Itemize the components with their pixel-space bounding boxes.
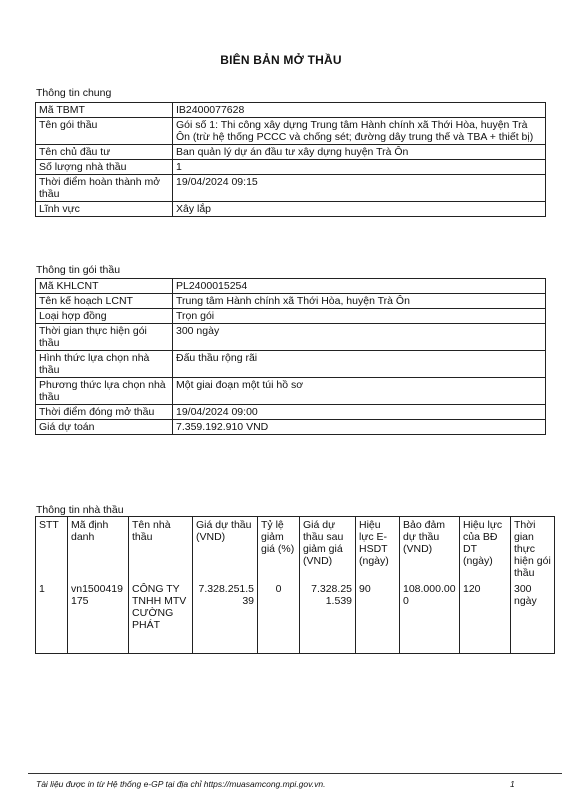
cell-discount: 0 xyxy=(258,581,300,653)
row-label: Thời gian thực hiện gói thầu xyxy=(36,324,173,351)
cell-guarantee: 108.000.000 xyxy=(400,581,460,653)
row-value: 300 ngày xyxy=(173,324,546,351)
row-value: Xây lắp xyxy=(173,202,546,217)
row-label: Lĩnh vực xyxy=(36,202,173,217)
col-header-bid-after: Giá dự thầu sau giảm giá (VND) xyxy=(300,517,356,582)
cell-stt: 1 xyxy=(36,581,68,653)
row-value: 7.359.192.910 VND xyxy=(173,420,546,435)
col-header-duration: Thời gian thực hiện gói thầu xyxy=(511,517,555,582)
row-value: 19/04/2024 09:15 xyxy=(173,175,546,202)
row-label: Thời điểm hoàn thành mở thầu xyxy=(36,175,173,202)
col-header-guarantee: Bảo đảm dự thầu (VND) xyxy=(400,517,460,582)
table-row xyxy=(36,118,546,145)
row-label: Tên kế hoạch LCNT xyxy=(36,294,173,309)
contractor-info-heading: Thông tin nhà thầu xyxy=(36,504,124,516)
col-header-guarantee-validity: Hiệu lực của BĐ DT (ngày) xyxy=(460,517,511,582)
table-row xyxy=(36,351,546,378)
cell-name: CÔNG TY TNHH MTV CƯỜNG PHÁT xyxy=(129,581,193,653)
table-row xyxy=(36,103,546,118)
row-label: Tên chủ đầu tư xyxy=(36,145,173,160)
row-label: Giá dự toán xyxy=(36,420,173,435)
row-value: Ban quản lý dự án đầu tư xây dựng huyện Trà Ôn xyxy=(173,145,546,160)
contractor-table xyxy=(35,516,555,654)
table-row xyxy=(36,175,546,202)
col-header-discount: Tỷ lệ giảm giá (%) xyxy=(258,517,300,582)
table-row xyxy=(36,581,555,653)
table-row xyxy=(36,294,546,309)
row-label: Phương thức lựa chọn nhà thầu xyxy=(36,378,173,405)
col-header-name: Tên nhà thầu xyxy=(129,517,193,582)
package-info-heading: Thông tin gói thầu xyxy=(36,264,121,276)
row-label: Tên gói thầu xyxy=(36,118,173,145)
row-label: Hình thức lựa chọn nhà thầu xyxy=(36,351,173,378)
row-value: Đấu thầu rộng rãi xyxy=(173,351,546,378)
row-value: Gói số 1: Thi công xây dựng Trung tâm Hành chính xã Thới Hòa, huyện Trà Ôn (trừ hệ thống PCCC và chống sét; đường dây trung thế và TBA + thiết bị) xyxy=(173,118,546,145)
cell-bid-after: 7.328.251.539 xyxy=(300,581,356,653)
row-value: IB2400077628 xyxy=(173,103,546,118)
footer-divider xyxy=(28,773,562,774)
row-value: 19/04/2024 09:00 xyxy=(173,405,546,420)
cell-validity: 90 xyxy=(356,581,400,653)
document-title: BIÊN BẢN MỞ THẦU xyxy=(220,53,342,67)
table-row xyxy=(36,324,546,351)
footer-source-text: Tài liệu được in từ Hệ thống e-GP tại địa chỉ https://muasamcong.mpi.gov.vn. xyxy=(36,779,326,789)
general-info-table xyxy=(35,102,546,217)
row-value: PL2400015254 xyxy=(173,279,546,294)
col-header-stt: STT xyxy=(36,517,68,582)
table-row xyxy=(36,160,546,175)
row-value: 1 xyxy=(173,160,546,175)
col-header-validity: Hiệu lực E-HSDT (ngày) xyxy=(356,517,400,582)
table-row xyxy=(36,405,546,420)
row-value: Một giai đoạn một túi hồ sơ xyxy=(173,378,546,405)
row-value: Trọn gói xyxy=(173,309,546,324)
row-label: Loại hợp đồng xyxy=(36,309,173,324)
cell-duration: 300 ngày xyxy=(511,581,555,653)
contractor-table-header xyxy=(36,517,555,582)
table-row xyxy=(36,145,546,160)
page-number: 1 xyxy=(510,779,515,789)
cell-id: vn1500419175 xyxy=(68,581,129,653)
table-row xyxy=(36,309,546,324)
col-header-bid: Giá dự thầu (VND) xyxy=(193,517,258,582)
table-row xyxy=(36,420,546,435)
general-info-heading: Thông tin chung xyxy=(36,87,112,99)
row-label: Mã KHLCNT xyxy=(36,279,173,294)
table-row xyxy=(36,378,546,405)
row-label: Mã TBMT xyxy=(36,103,173,118)
col-header-id: Mã định danh xyxy=(68,517,129,582)
package-info-table xyxy=(35,278,546,435)
row-value: Trung tâm Hành chính xã Thới Hòa, huyện Trà Ôn xyxy=(173,294,546,309)
table-row xyxy=(36,279,546,294)
row-label: Số lượng nhà thầu xyxy=(36,160,173,175)
row-label: Thời điểm đóng mở thầu xyxy=(36,405,173,420)
table-row xyxy=(36,202,546,217)
cell-bid: 7.328.251.539 xyxy=(193,581,258,653)
cell-guarantee-validity: 120 xyxy=(460,581,511,653)
